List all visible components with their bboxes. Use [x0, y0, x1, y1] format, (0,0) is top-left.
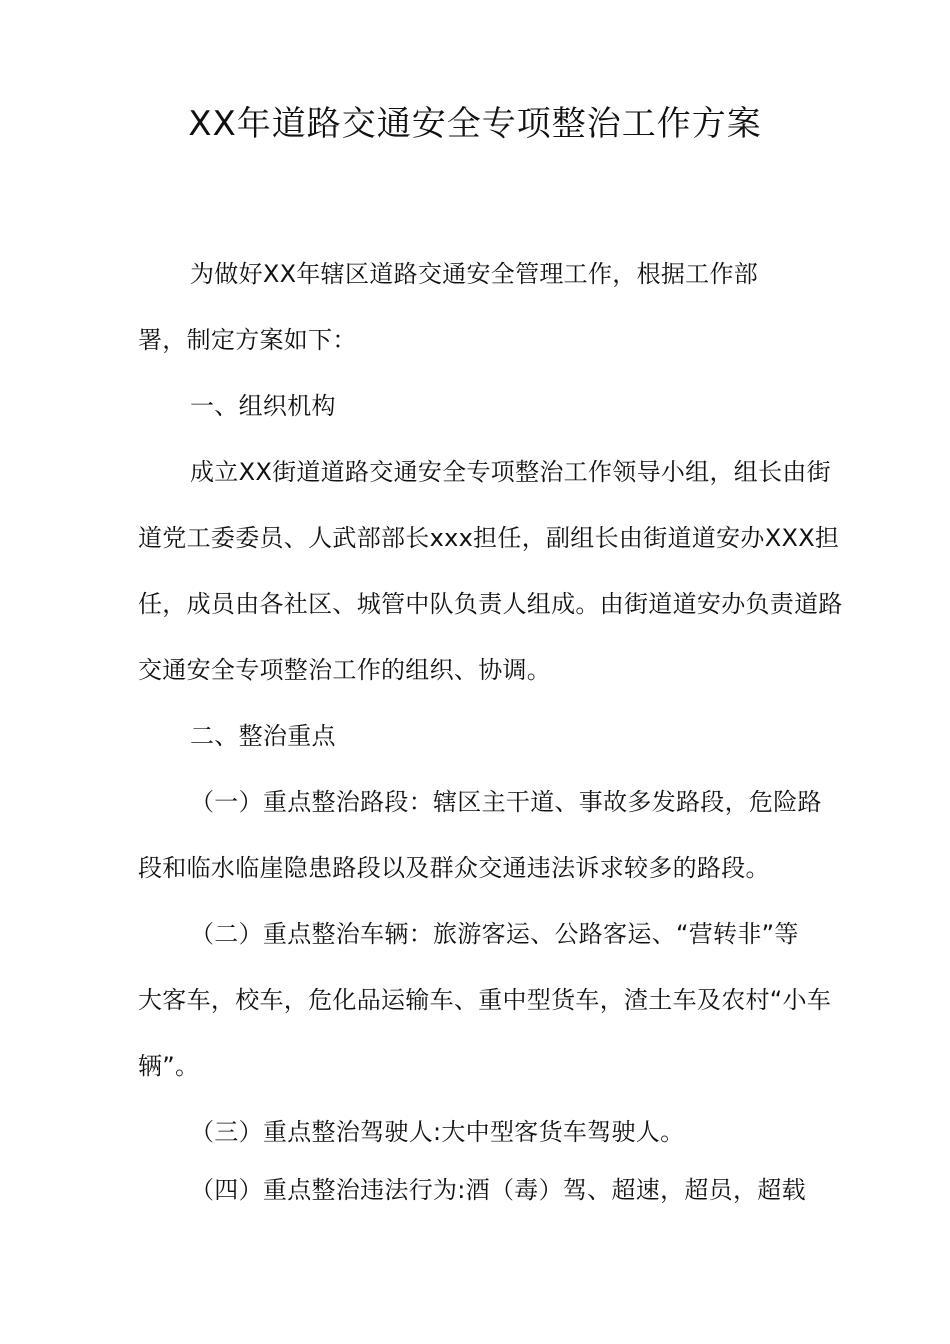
paragraph-organization-line-4: 交通安全专项整治工作的组织、协调。 [138, 656, 552, 684]
section-heading-key-points: 二、整治重点 [190, 722, 336, 750]
paragraph-road-sections-line-2: 段和临水临崖隐患路段以及群众交通违法诉求较多的路段。 [138, 854, 770, 882]
paragraph-vehicles-line-1: （二）重点整治车辆：旅游客运、公路客运、“营转非”等 [190, 920, 799, 948]
document-title: XX年道路交通安全专项整治工作方案 [188, 104, 762, 144]
paragraph-vehicles-line-3: 辆”。 [138, 1052, 200, 1080]
paragraph-intro-line-2: 署，制定方案如下： [138, 326, 357, 354]
paragraph-violations-line-1: （四）重点整治违法行为:酒（毒）驾、超速，超员，超载 [190, 1176, 806, 1204]
paragraph-vehicles-line-2: 大客车，校车，危化品运输车、重中型货车，渣土车及农村“小车 [138, 986, 832, 1014]
paragraph-road-sections-line-1: （一）重点整治路段：辖区主干道、事故多发路段，危险路 [190, 788, 822, 816]
paragraph-organization-line-2: 道党工委委员、人武部部长xxx担任，副组长由街道道安办XXX担 [138, 524, 840, 552]
paragraph-organization-line-3: 任，成员由各社区、城管中队负责人组成。由街道道安办负责道路 [138, 590, 843, 618]
paragraph-drivers: （三）重点整治驾驶人:大中型客货车驾驶人。 [190, 1118, 685, 1146]
paragraph-organization-line-1: 成立XX街道道路交通安全专项整治工作领导小组，组长由街 [190, 458, 831, 486]
paragraph-intro-line-1: 为做好XX年辖区道路交通安全管理工作，根据工作部 [190, 260, 759, 288]
section-heading-organization: 一、组织机构 [190, 392, 336, 420]
